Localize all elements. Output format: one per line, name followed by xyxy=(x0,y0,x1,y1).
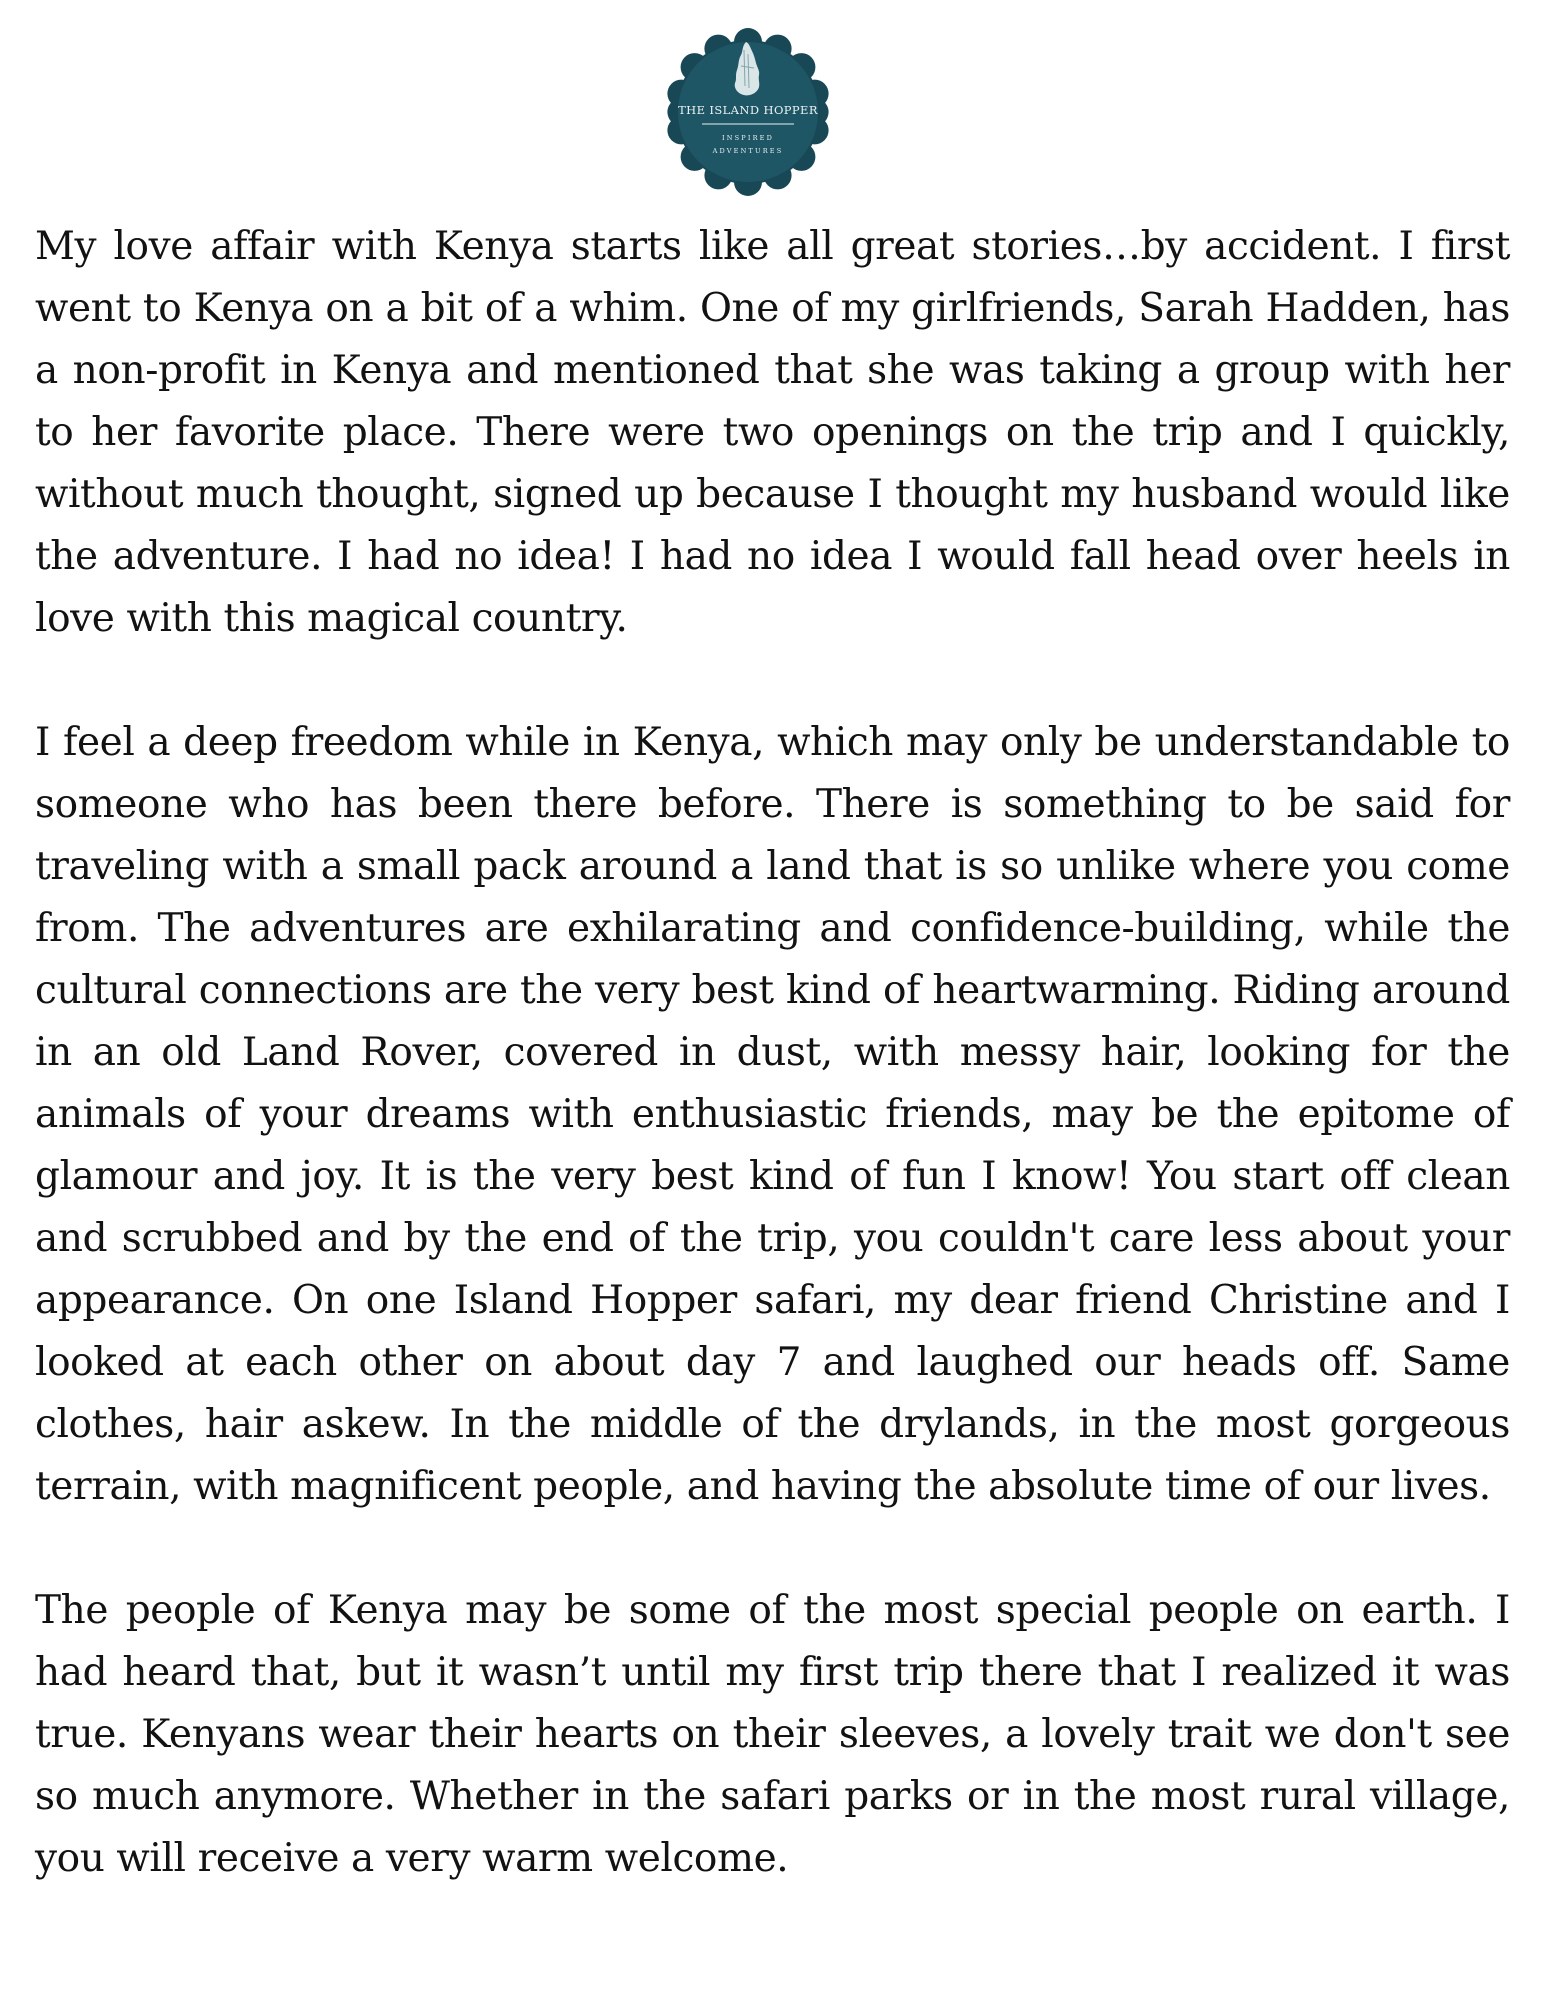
logo-badge xyxy=(662,26,834,198)
logo-tagline-line1: INSPIRED xyxy=(721,134,775,142)
logo-brand-name: THE ISLAND HOPPER xyxy=(678,103,818,117)
island-hopper-logo xyxy=(662,26,834,198)
paragraph-2: I feel a deep freedom while in Kenya, which may only be understandable to someone who has been there before. There is something to be said for traveling with a small pack around a land that is so unlike where you come from. The adventures are exhilarating and confidence-building, while the cultural connections are the very best kind of heartwarming. Riding around in an old Land Rover, covered in dust, with messy hair, looking for the animals of your dreams with enthusiastic friends, may be the epitome of glamour and joy. It is the very best kind of fun I know! You start off clean and scrubbed and by the end of the trip, you couldn't care less about your appearance. On one Island Hopper safari, my dear friend Christine and I looked at each other on about day 7 and laughed our heads off. Same clothes, hair askew. In the middle of the drylands, in the most gorgeous terrain, with magnificent people, and having the absolute time of our lives. xyxy=(35,720,1510,1509)
paragraph-3: The people of Kenya may be some of the most special people on earth. I had heard that, but it wasn’t until my first trip there that I realized it was true. Kenyans wear their hearts on their sleeves, a lovely trait we don't see so much anymore. Whether in the safari parks or in the most rural village, you will receive a very warm welcome. xyxy=(35,1588,1510,1881)
paragraph-1: My love affair with Kenya starts like all great stories…by accident. I first went to Kenya on a bit of a whim. One of my girlfriends, Sarah Hadden, has a non-profit in Kenya and mentioned that she was taking a group with her to her favorite place. There were two openings on the trip and I quickly, without much thought, signed up because I thought my husband would like the adventure. I had no idea! I had no idea I would fall head over heels in love with this magical country. xyxy=(35,224,1510,641)
article-body xyxy=(35,216,1510,1890)
logo-tagline-line2: ADVENTURES xyxy=(712,147,784,155)
